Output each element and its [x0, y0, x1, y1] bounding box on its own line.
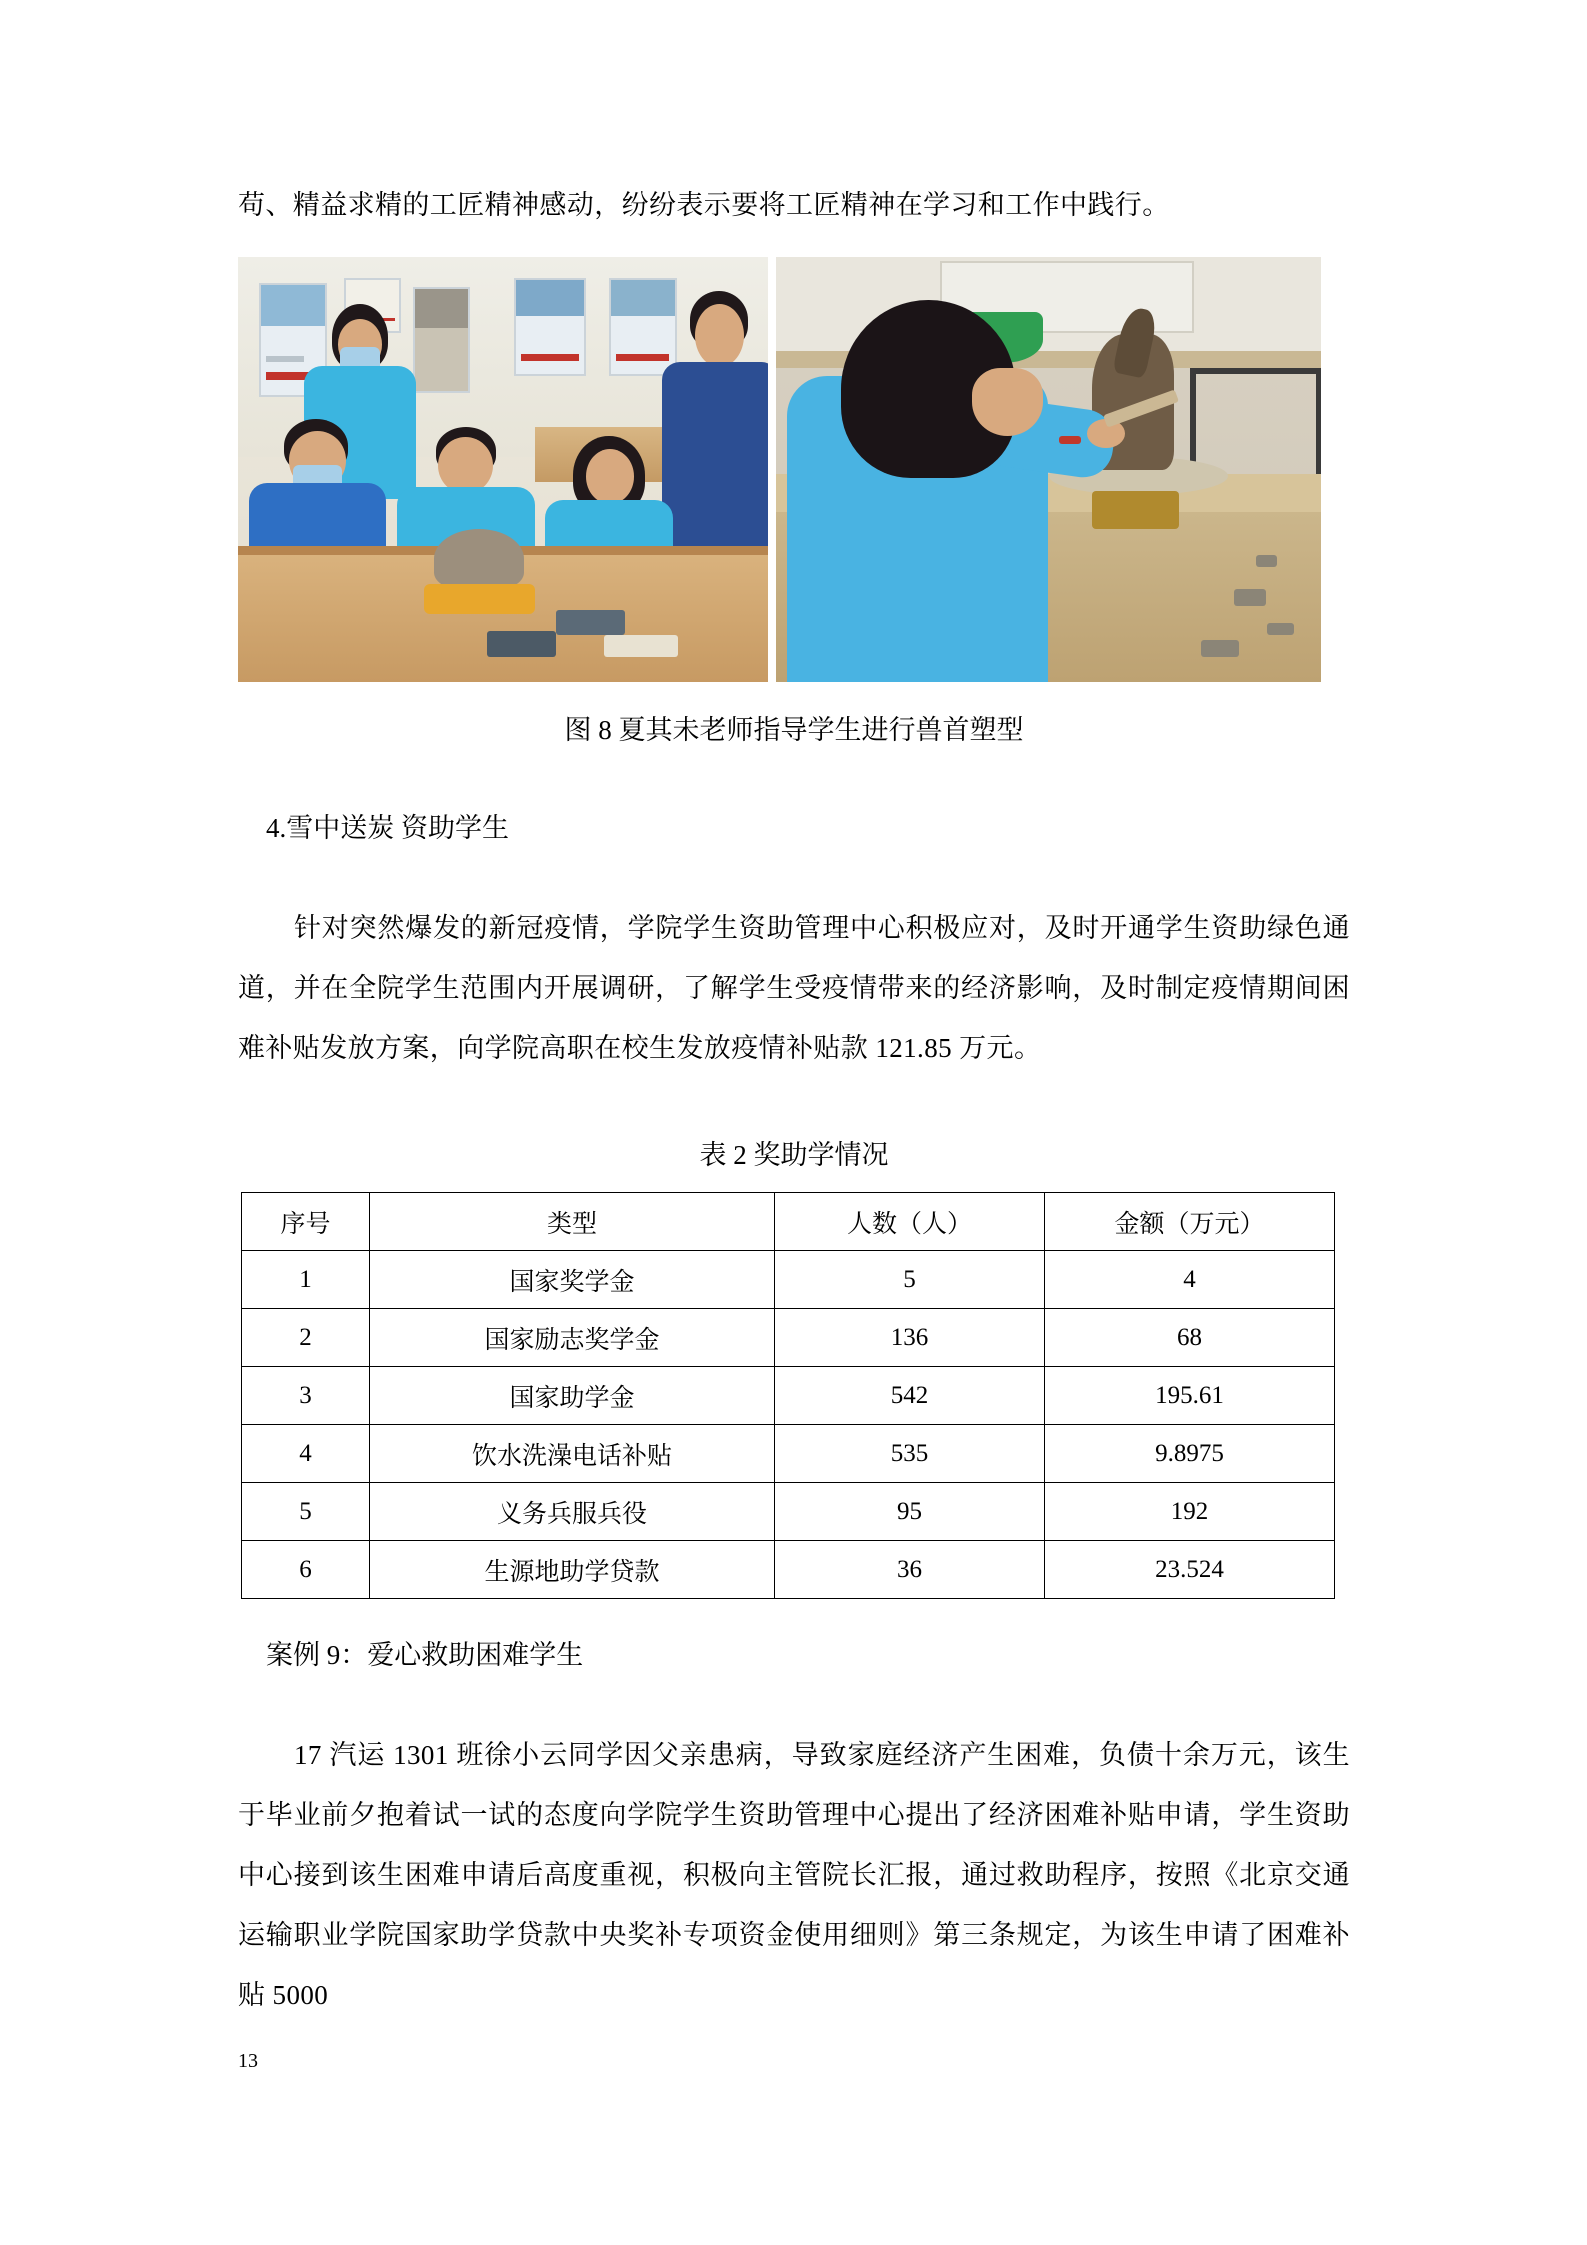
- table-row: [242, 1483, 1335, 1541]
- table-row: [242, 1425, 1335, 1483]
- table-cell: 195.61: [1045, 1367, 1335, 1425]
- table-cell: 542: [775, 1367, 1045, 1425]
- scholarship-table: [241, 1192, 1335, 1599]
- table-row: [242, 1309, 1335, 1367]
- body-paragraph: 针对突然爆发的新冠疫情，学院学生资助管理中心积极应对，及时开通学生资助绿色通道，并在全院学生范围内开展调研，了解学生受疫情带来的经济影响，及时制定疫情期间困难补贴发放方案，向学院高职在校生发放疫情补贴款 121.85 万元。: [238, 913, 1350, 1063]
- table-cell: 义务兵服兵役: [370, 1483, 775, 1541]
- tool-pouch: [556, 610, 625, 636]
- figure-caption: 图 8 夏其未老师指导学生进行兽首塑型: [564, 715, 1024, 745]
- table-row: [242, 1251, 1335, 1309]
- table-cell: 5: [775, 1251, 1045, 1309]
- turntable-base: [1092, 491, 1179, 529]
- table-cell: 国家奖学金: [370, 1251, 775, 1309]
- wall-poster-icon: [514, 278, 587, 376]
- table-row: [242, 1367, 1335, 1425]
- table-cell: 9.8975: [1045, 1425, 1335, 1483]
- table-cell: 5: [242, 1483, 370, 1541]
- tool-tray: [604, 635, 678, 656]
- table-header-cell: 金额（万元）: [1045, 1193, 1335, 1251]
- table-cell: 535: [775, 1425, 1045, 1483]
- clay-lump: [434, 529, 524, 589]
- table-cell: 6: [242, 1541, 370, 1599]
- tool-pouch: [487, 631, 556, 657]
- table-cell: 4: [242, 1425, 370, 1483]
- case-paragraph: 17 汽运 1301 班徐小云同学因父亲患病，导致家庭经济产生困难，负债十余万元，该生于毕业前夕抱着试一试的态度向学院学生资助管理中心提出了经济困难补贴申请，学生资助中心接到该生困难申请后高度重视，积极向主管院长汇报，通过救助程序，按照《北京交通运输职业学院国家助学贷款中央奖补专项资金使用细则》第三条规定，为该生申请了困难补贴 5000: [238, 1740, 1350, 2010]
- person-standing-man: [662, 291, 768, 555]
- table-cell: 生源地助学贷款: [370, 1541, 775, 1599]
- table-cell: 国家励志奖学金: [370, 1309, 775, 1367]
- wall-poster-icon: [413, 287, 470, 393]
- table-cell: 136: [775, 1309, 1045, 1367]
- table-cell: 2: [242, 1309, 370, 1367]
- table-title: 表 2 奖助学情况: [699, 1140, 889, 1170]
- paragraph-top: 苟、精益求精的工匠精神感动，纷纷表示要将工匠精神在学习和工作中践行。: [238, 190, 1170, 220]
- table-cell: 36: [775, 1541, 1045, 1599]
- section-heading: 4.雪中送炭 资助学生: [266, 813, 509, 843]
- table-cell: 国家助学金: [370, 1367, 775, 1425]
- table-cell: 4: [1045, 1251, 1335, 1309]
- person-student-face: [972, 368, 1043, 436]
- table-header-row: [242, 1193, 1335, 1251]
- figure-image-row: [238, 257, 1350, 682]
- page-number: 13: [238, 2050, 258, 2072]
- table-cell: 1: [242, 1251, 370, 1309]
- table-cell: 95: [775, 1483, 1045, 1541]
- turntable: [424, 584, 535, 614]
- red-bracelet: [1059, 436, 1081, 445]
- table-header-cell: 序号: [242, 1193, 370, 1251]
- page-content: [238, 175, 1350, 2025]
- table-header-cell: 类型: [370, 1193, 775, 1251]
- table-cell: 饮水洗澡电话补贴: [370, 1425, 775, 1483]
- photo-student-carving-animal-head-sculpture: [776, 257, 1321, 682]
- table-row: [242, 1541, 1335, 1599]
- table-header-cell: 人数（人）: [775, 1193, 1045, 1251]
- table-cell: 192: [1045, 1483, 1335, 1541]
- photo-teacher-guiding-students-clay-sculpting: [238, 257, 768, 682]
- table-cell: 68: [1045, 1309, 1335, 1367]
- table-cell: 23.524: [1045, 1541, 1335, 1599]
- table-cell: 3: [242, 1367, 370, 1425]
- case-title: 案例 9：爱心救助困难学生: [266, 1640, 584, 1670]
